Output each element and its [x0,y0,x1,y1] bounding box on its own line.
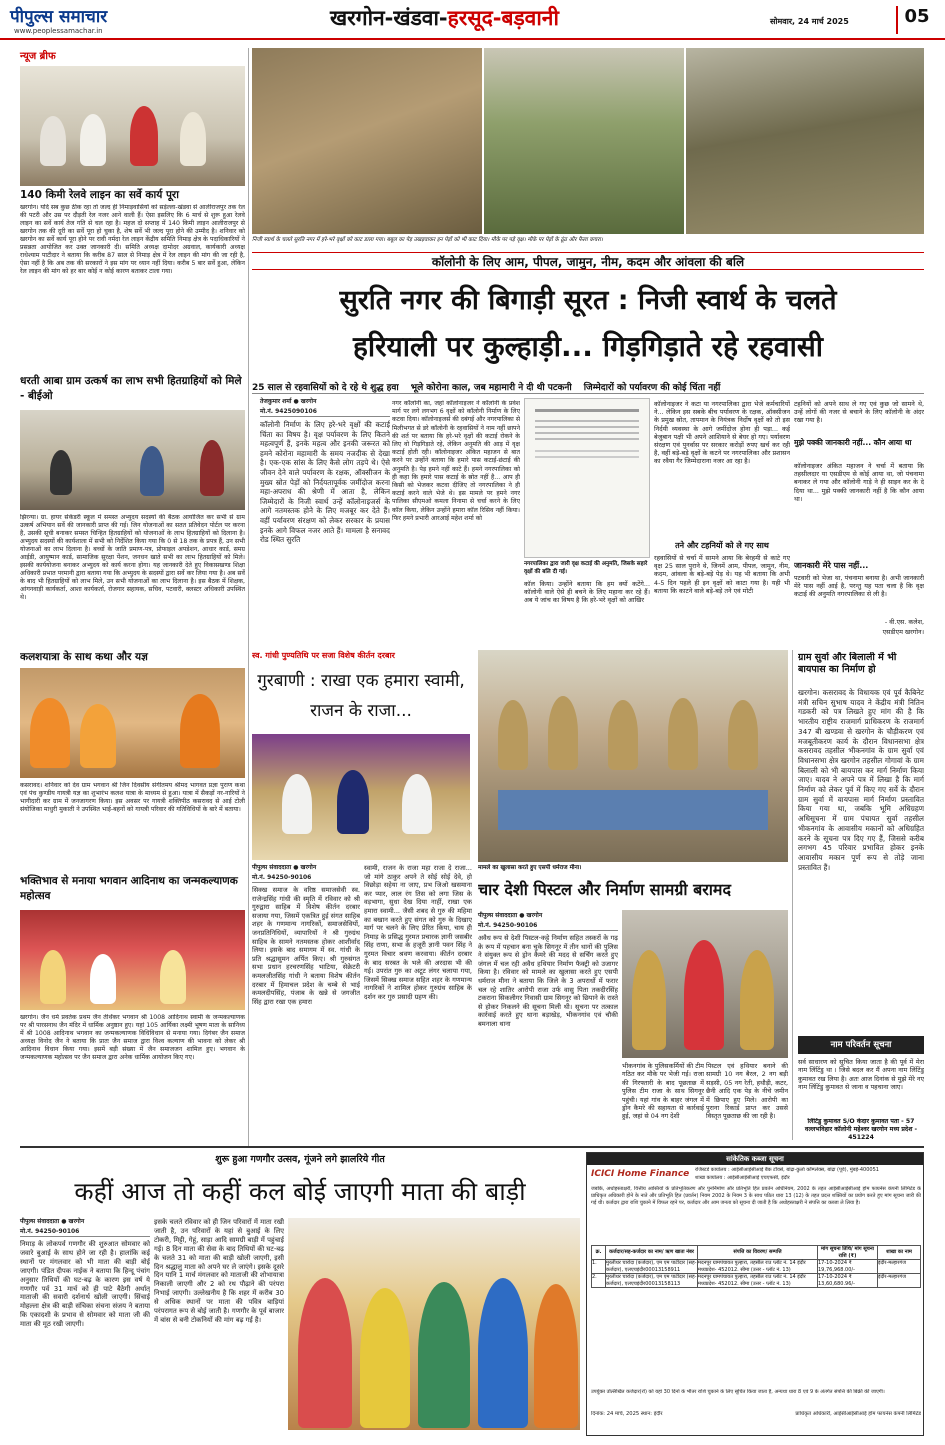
police-byline: पीपुल्स संवाददाता ● खरगोन [478,912,543,919]
gangaur-photo [288,1218,580,1430]
table-row [592,1274,921,1288]
col4-subhead: तने और टहनियों को ले गए साथ [675,541,769,550]
icici-brand: ICICI Home Finance [591,1169,690,1179]
ad-cell: मदनपुर ग्रामपंचायत पुल्हारा, तहसील राउ प्लॉट नं. 14 इंदौर मध्यप्रदेश- 452012. सीमा (उत्तर - प्लॉट नं. 13) [698,1274,818,1288]
ad-cell: मदनपुर ग्रामपंचायत पुल्हारा, तहसील राउ प्लॉट नं. 14 इंदौर मध्यप्रदेश- 452012. सीमा (उत्तर - प्लॉट नं. 13) [698,1260,818,1274]
adinath-body: खरगोन। जैन धर्म प्रवर्तक प्रथम जैन तीर्थंकर भगवान श्री 1008 आदिनाथ स्वामी के जन्मकल्याणक पर श्री पारसनाथ जैन मंदिर में धार्मिक अनुष्ठान हुए। यहां 105 आर्यिका लक्ष्मी भूषण माता के सानिध्य में श्री 1008 आदिनाथ भगवान का जन्मकल्याणक विधिविधान से मनाया गया। दिगंबर जैन समाज अध्यक्ष विनोद जैन ने बताया कि प्रातः जैन समाज द्वारा विश्व कल्याण की भावना को लेकर श्री आदिनाथ विधान किया गया। इसमें बड़ी संख्या में जैन समाजजन शामिल हुए। भगवान के जन्मकल्याणक महोत्सव पर जैन समाज द्वारा अनेक धार्मिक आयोजन किए गए। [20,1014,245,1061]
paper-logo: पीपुल्स समाचार [10,7,108,27]
adinath-photo [20,910,245,1010]
gurbani-kicker: स्व. गांधी पुण्यतिथि पर सजा विशेष कीर्तन दरबार [252,651,395,660]
kirtan-darbar-photo [252,734,470,860]
ad-office: रजिस्टर्ड कार्यालय : आईसीआईसीआई बैंक टॉवर्स, बांद्रा-कुर्ला कॉम्प्लेक्स, बांद्रा (पूर्व), मुंबई-400051 [695,1167,879,1173]
police-photo-caption: मामले का खुलासा करते हुए एसपी धर्मराज मीना। [478,865,582,871]
top-story-col4b: रहवासियों से चर्चा में सामने आया कि बेरहमी से काटे गए वृक्ष 25 साल पुराने थे, जिनमें आम, पीपल, जामुन, नीम, कदम, आंवला के बड़े-बड़े पेड़ थे। यह भी बताया कि अभी 4-5 दिन पहले ही इन वृक्षों को काटा गया है। यही भी बताया कि काटने वाले बड़े-बड़े तने एवं मोटी [654,554,790,595]
gangaur-phone: मो.नं. 94250-90106 [20,1228,150,1237]
rail-survey-body: खरगोन। यदि सब कुछ ठीक रहा तो जल्द ही निमाड़वासियों को सड़ेल्ला-खंडवा से आलीराजपुर तक रेल की पटरी और उस पर दौड़ती रेल नजर आने वाली हैं। ऐसा इसलिए कि 6 मार्च से शुरू हुआ रेलवे लाइन का सर्वे कार्य तेज गति से चल रहा है। महज दो सप्ताह में 140 किमी लाइन आलीराजपुर से खरगोन तक की दूरी का सर्वे पूरा हो चुका है, शेष सर्वे भी जल्द पूरा होने की उम्मीद है। शनिवार को खरगोन का सर्वे कार्य पूरा होने पर रावी नर्मदा रेल लाइन केंद्रीय समिति निमाड़ क्षेत्र के पदाधिकारियों ने प्रसन्नता आयोजित कर उक्त जानकारी दी। समिति अध्यक्ष दामोदर अग्रवाल, कार्यकारी अध्यक्ष राधेश्याम पाटीदार ने बताया कि करीब 87 साल से निमाड़ क्षेत्र में रेल लाइन की मांग की जा रही है, ऐसा नहीं है कि अब तक की सरकारों ने इस मांग पर ध्यान नहीं दिया। करीब 5 बार सर्वे हुआ, लेकिन रेल लाइन की मांग को हर बार कोई न कोई कारण बताकर टाला गया। [20,204,245,275]
col5-subhead: मुझे पक्की जानकारी नहीं... कौन आया था [794,438,912,447]
column-divider [248,48,249,1148]
gurbani-col2: स्वामी, राजन के राजा महा राजा दे राजा... जो मांगे ठाकुर अपने ते सोई सोई देवे, हो विछोड़ा सहेया ना जाए, प्रभ जिओ खसमाना कर प्यार, लाल रंग तिस को लगा जिस के वड़भागा, सुधा देख दिया नाहीं, राखा एक हमारा स्वामी... जैसी शबद से गुरु की महिमा का बखान करते हुए संगत को गुरु के दिखाए मार्ग पर चलने के लिए प्रेरित किया, चाय ही निमाड़ के प्रसिद्ध गुरमत प्रचारक ज्ञानी जसबीर सिंह राणा, सभा के हजूरी ज्ञानी पवन सिंह ने गुरमत विचार श्रवण करवाया। कीर्तन दरबार के बाद सरबत के भले की अरदास भी की गई। उपरांत गुरु का अटूट लंगर चलाया गया, जिसमें सिक्ख समाज सहित शहर के गणमान्य नागरिकों ने शामिल होकर गुरुग्रंथ साहिब के दर्शन कर गुरु प्रसादी ग्रहण की। [364,864,472,1001]
top-story-col4: कॉलोनाइजर ने कटा या नगरपालिका द्वारा भेजे कर्मचारियों ने... लेकिन इस सबके बीच पर्यावरण के रक्षक, ऑक्सीजन के प्रमुख स्रोत, तापमान के नियंत्रक निर्दोष वृक्षों को तो इस निर्दयी व्यवस्था के आगे जमींदोज होना ही पड़ा... कई बेजुबान पक्षी भी अपने आशियाने से बेघर हो गए। पर्यावरण संरक्षण एवं पुनर्वास पर सरकार करोड़ों रुपए खर्च कर रही है, वहीं बड़े-बड़े वृक्षों के कटने पर नगरपालिका और प्रशासन का रवैया गैर जिम्मेदाराना नजर आ रहा है। [654,400,790,466]
ad-cell: मुरलीधर चारोदा (कर्जदार), एम एम पाटीदार (सह-कर्जदार), एलएचइंदौर00013158911 [606,1260,697,1273]
ad-cell: मुरलीधर चारोदा (कर्जदार), एम एम पाटीदार (सह-कर्जदार), एलएचइंदौर00013158113 [606,1274,697,1287]
meeting-photo [20,66,245,186]
gram-utkarsh-headline: धरती आबा ग्राम उत्कर्ष का लाभ सभी हितग्राहियों को मिले - बीईओ [20,375,242,402]
paper-url: www.peoplessamachar.in [14,27,103,35]
police-col3: पिस्टल एवं हथियार बनाने की सामग्री 10 नग बैरल, 2 नग बड़ी सड़सी, 05 नग रेती, हथौड़ी, कटर, छैनी आदि एक पेड़ के नीचे जमीन में छिपाए हुए मिले। आरोपी का पुराना रिकार्ड प्राप्त कर उससे विस्तृत पूछताछ की जा रही है। [706,1062,788,1121]
top-story-col5c: पटवारी को भेजा था, पंचनामा बनाया है। अभी जानकारी मेरे पास नहीं आई है, परन्तु यह पता चला है कि वृक्ष कटाई की अनुमति नगरपालिका से ली है। [794,574,924,599]
ad-sign: प्राधिकृत अधिकारी, आईसीआईसीआई होम फायनेंस कंपनी लिमिटेड [795,1411,921,1417]
table-row [592,1260,921,1274]
top-story-byline: तेजकुमार शर्मा ● खरगोन [260,398,317,405]
ad-col-borrower: कर्जदार/सह-कर्जदार का नाम/ ऋण खाता नंबर [606,1246,698,1260]
top-story-decks [252,380,924,394]
section-title-part2: हरसूद-बड़वानी [447,6,559,30]
document-caption: नगरपालिका द्वारा जारी वृक्ष कटाई की अनुमति, जिसके सहारे वृक्षों की बलि दी गई। [524,561,648,575]
deck-2: भूले कोरोना काल, जब महामारी ने दी थी पटकनी [410,383,572,393]
ad-cell: 2. [592,1274,606,1288]
police-col1: अवैध रूप से देशी पिस्टल-कट्टे निर्माण सहित तस्करों के गढ़ के रूप में पहचान बना चुके सिगनूर में तीन थानों की पुलिस ने संयुक्त रूप से ड्रोन कैमरे की मदद से सर्चिंग करते हुए जंगल में चल रही अवैध हथियार निर्माण फैक्ट्री को उजागर किया है। रविवार को मामले का खुलासा करते हुए एसपी धर्मराज मीना ने बताया कि जिले के 3 अपराधों में फरार चल रहे शातिर आरोपी राजा उर्फ वासु पिता तकदीरसिंह टकराना सिकलीगर निवासी ग्राम सिगनूर को छिपाने के रास्ते से होकर निकलने की सूचना मिली थी। सूचना पर तत्काल कार्रवाई करते हुए थाना बड़ाखेड़, भीकनगांव एवं चौकी बमनाला थाना [478,934,618,1028]
top-story-kicker: कॉलोनी के लिए आम, पीपल, जामुन, नीम, कदम और आंवला की बलि [252,252,924,270]
tree-cutting-photo-2 [484,48,684,234]
masthead [0,0,945,40]
gurbani-col1: सिक्ख समाज के वरिष्ठ समाजसेवी स्व. राजेन्द्रसिंह गांधी की स्मृति में रविवार को श्री गुरुद्वारा साहिब में विशेष कीर्तन दरबार सजाया गया, जिसमें एकत्रित हुई संगत साहिब शहर के गणमान्य नागरिकों, समाजसेवियों, जनप्रतिनिधियों, व्यापारियों ने श्री गुरुग्रंथ साहिब के सामने नतमस्तक होकर आशीर्वाद लिया। इसके बाद समागम में स्व. गांधी के प्रति श्रद्धासुमन अर्पित किए। श्री गुरुसंगत सभा प्रधान हरचरणसिंह भाटिया, सेक्रेटरी कमलजीतसिंह गांधी ने बताया विशेष कीर्तन दरबार में हिमाचल प्रदेश के चम्बे से भाई कमलदीपसिंह, पंजाब के खन्ने से जगजीत सिंह द्वारा रखा एक हमारा [252,886,360,1006]
top-story-col5: टहनियों को अपने साथ ले गए एवं कुछ जो सामने थे, उन्हें लोगों की नजर से बचाने के लिए कॉलोनी के अंदर रखा गया है। [794,400,924,425]
ad-col-sr: क्र. [592,1246,606,1260]
deck-3: जिम्मेदारों को पर्यावरण की कोई चिंता नहीं [583,383,721,393]
deck-1: 25 साल से रहवासियों को दे रहे थे शुद्ध हवा [252,383,399,393]
rail-survey-headline: 140 किमी रेलवे लाइन का सर्वे कार्य पूरा [20,189,179,201]
top-story-headline-2: हरियाली पर कुल्हाड़ी... गिड़गिड़ाते रहे रहवासी [352,330,824,363]
section-title [330,4,710,34]
page-number: 05 [896,6,936,34]
ad-col-branch: शाखा का नाम [878,1246,921,1260]
kalash-yatra-photo [20,668,245,778]
police-col2: भीकनगांव के पुलिसकर्मियों की टीम गठित कर मौके पर भेजी गई। राजा की गिरफ्तारी के बाद पूछताछ में पुलिस टीम राजा के साथ सिगनूर पहुंची। यहां गांव के बाहर जंगल में ड्रोन कैमरे की सहायता से कार्रवाई हुई, जहां से 04 नग देशी [622,1062,704,1121]
gangaur-kicker: शुरू हुआ गणगौर उत्सव, गूंजने लगे झालरिये गीत [215,1154,385,1165]
tree-photo-caption: निजी स्वार्थ के चलते सुरति नगर में हरे-भरे वृक्षों को काट डाला गया। बबूल का पेड़ उखड़वाकर इन पेड़ों को भी काट दिया। मौके पर पड़े वृक्ष। मौके पर पेड़ों के ठूंठ और फैला कचरा। [252,237,603,243]
right-divider [792,650,793,1140]
ad-cell: इंदौर-मल्हारगंज [878,1274,921,1288]
col5-subhead-2: जानकारी मेरे पास नहीं... [794,561,869,570]
name-change-body: सर्व साधारण को सूचित किया जाता है की पूर्व में मेरा नाम लिंटिंडु था । जिसे बदल कर मैं अपना नाम लिंटिंडु कुमावत रख लिया है। अतः आज दिनांक से मुझे मेरे नए नाम लिंटिंडु कुमावत से जाना व पहचाना जाए। [798,1058,924,1092]
accused-photo [622,910,788,1058]
issue-date: सोमवार, 24 मार्च 2025 [770,17,849,26]
gangaur-col2: इसके चलते रविवार को ही जिन परिवारों में माता रखी जाती है, उन परिवारों के यहां से बुआई के लिए टोकरी, मिट्टी, गेहूं, साड़ा आदि सामग्री बाड़ी में पहुंचाई गई। 8 दिन माता की सेवा के बाद तिथियों की घट-बढ़ के चलते 31 को माता की बाड़ी खोली जाएगी, इसी दिन श्रद्धालु माता को अपने घर ले जाएंगे। इसके दूसरे दिन यानि 1 मार्च मंगलवार को माताजी की शोभायात्रा निकाली जाएगी और 2 को रथ पौढ़ाने की परंपरा निभाई जाएगी। उल्लेखनीय है कि शहर में करीब 30 से अधिक स्थानों पर माता की पवित्र बाड़ियां परंपरागत रूप से बोई जाती है। गणगौर के पूर्व बाजार में बांस से बनी टोकनियों की मांग बढ़ गई है। [154,1218,284,1324]
bypass-body: खरगोन। कसरावद के विधायक एवं पूर्व कैबिनेट मंत्री सचिन सुभाष यादव ने केंद्रीय मंत्री नितिन गडकरी को पत्र लिखते हुए मांग की है कि भारतीय राष्ट्रीय राजमार्ग प्राधिकरण के राजमार्ग 347 बी खण्डवा से खरगोन के चौड़ीकरण एवं मजबूतीकरण कार्य के दौरान विधानसभा क्षेत्र कसरावद तहसील भीकनगांव के ग्राम सुर्वा एवं विधानसभा क्षेत्र खरगोन तहसील गोगावां के ग्राम बिलाली को भी बायपास कर मार्ग निर्माण किया जाए। यादव ने अपने पत्र में लिखा है कि मार्ग निर्माण को लेकर पूर्व में किए गए सर्वे के दौरान ग्राम सुर्वा में वायपास मार्ग निर्माण प्रस्तावित किया गया था, जबकि भूमि अधिग्रहण अधिसूचना में ग्राम पंचायत सुर्वा तहसील भीकनगांव के आवासीय मकानों को अधिग्रहित करने के सूचना पत्र दिए गए हैं, जिससे करीब लगभग 45 परिवार प्रभावित होकर इनके आवासीय मकान पूर्ण रूप से तोड़े जाना प्रस्तावित हैं। [798,688,924,872]
gurbani-phone: मो.नं. 94250-90106 [252,874,360,883]
ad-cell: इंदौर-मल्हारगंज [878,1260,921,1274]
ad-footer: उपर्युक्त उल्लिखित कर्जदार(रो) को यहां 30 दिनों के भीतर राशि चुकाने के लिए सूचित किया जाता है, अन्यथा धारा 8 एवं 9 के अंतर्गत संपत्ति की बिक्री की जाएगी। [591,1389,885,1395]
icici-ad [586,1152,924,1436]
gurbani-byline: पीपुल्स संवाददाता ● खरगोन [252,864,317,871]
ad-intro: जबकि, अधोहस्ताक्षरी, वित्तीय आस्तियों के प्रतिभूतिकरण और पुनर्निर्माण और प्रतिभूति हित प्रवर्तन अधिनियम, 2002 के तहत आईसीआईसीआई होम फायनेंस कंपनी लिमिटेड के प्राधिकृत अधिकारी होने के नाते और प्रतिभूति हित (प्रवर्तन) नियम 2002 के नियम 3 के साथ पठित धारा 13 (12) के तहत प्रदत्त शक्तियों का प्रयोग करते हुए मांग सूचना जारी की गई थी। कर्जदार द्वारा राशि चुकाने में विफल रहने पर, कर्जदार और आम जनता को सूचना दी जाती है कि अधोहस्ताक्षरी ने संपत्ति का कब्जा ले लिया है। [591,1186,921,1206]
gangaur-byline: पीपुल्स संवाददाता ● खरगोन [20,1218,85,1225]
top-story-sign-2: एसडीएम खरगोन। [882,628,924,636]
ad-sign-place: दिनांक: 24 मार्च, 2025 स्थान: इंदौर [591,1411,663,1417]
top-story-col5b: कॉलोनाइजर अंकित महाजन ने चर्चा में बताया कि तहसीलदार या एसडीएम से कोई आया था, जो पंचनामा बनाकर ले गया और कॉलोनी गाड़े ने ही साइन कर के दे दिया था... मुझे पक्की जानकारी नहीं है कि कौन आया था। [794,462,924,503]
ad-table [591,1245,921,1288]
ad-cell: 1. [592,1260,606,1274]
police-press-photo [478,650,788,862]
ad-cell: 17-10-2024 ₹ 13,60,680.96/- [818,1274,878,1288]
top-story-col2: नगर कॉलोनी का, जहां कॉलोनाइजर ने कॉलोनी के प्रवेश मार्ग पर लगे लगभग 6 वृक्षों को कॉलोनी निर्माण के लिए कटवा दिया। कॉलोनाइजर्स की दबंगई और नगरपालिका से मिलीभगत से डरे कॉलोनी के रहवासियों ने नाम नहीं छापने की शर्त पर बताया कि हरे-भरे वृक्षों की कटाई रोकने के लिए वो गिड़गिड़ाते रहे, लेकिन अनुमति की आड़ में वृक्ष कटाई होती रही। कॉलोनाइजर अंकित महाजन से बात करने पर उन्होंने बताया कि हमारे पास कटाई-छंटाई की अनुमति है। पेड़ हमने नहीं काटे हैं। हमने नगरपालिका को ही कहा कि हमारे पास कटाई के स्रोत नहीं है... आप ही किसी को भेजकर कटवा दीजिए तो नगरपालिका ने ही कटाई करने वाले भेजे थे। इस मामले पर हमने नगर पालिका सीएमओ कमला निनामा से चर्चा करने के लिए कॉल किया, लेकिन उन्होंने हमारा कॉल रिसिव नहीं किया। फिर हमने प्रभारी आरआई महेश शर्मा को [392,400,520,522]
police-phone: मो.नं. 94250-90106 [478,922,618,931]
name-change-title: नाम परिवर्तन सूचना [798,1036,924,1054]
tree-permission-document [524,398,650,558]
name-change-sign: लिंटिंडु कुमावत S/O केदार कुमावत पता - 57 वल्लभविहार कॉलोनी महेश्वर खरगोन मध्य प्रदेश - 451224 [804,1118,918,1140]
gangaur-headline: कहीं आज तो कहीं कल बोई जाएगी माता की बाड़ी [74,1177,526,1206]
top-story-col1: कॉलोनी निर्माण के लिए हरे-भरे वृक्षों की कटाई चिंता का विषय है। वृक्ष पर्यावरण के लिए कितने महत्वपूर्ण हैं, इनके महत्व और इनकी जरूरत को हमने कोरोना महामारी के समय नजदीक से देखा है। एक-एक सांस के लिए कैसे लोग तड़पे थे। ऐसे जीवन देने वाले पर्यावरण के रक्षक, ऑक्सीजन के मुख्य स्रोत पेड़ों को निर्दयतापूर्वक जमींदोज करना महा-अपराध की श्रेणी में आता है, लेकिन जिम्मेदारों के निजी स्वार्थ उन्हें कॉलोनाइजर्स के आगे नतमस्तक होने के लिए मजबूर कर देते हैं। वहीं पर्यावरण संरक्षण को लेकर सरकार के प्रयास इनके आगे विफल नजर आते हैं। मामला है सनावद रोड स्थित सुरति [260,420,390,545]
kalash-yatra-headline: कलशयात्रा के साथ कथा और यज्ञ [20,651,148,663]
gurbani-headline: गुरबाणी : राखा एक हमारा स्वामी, राजन के राजा... [257,671,465,721]
top-story-phone: मो.नं. 9425090106 [260,408,390,417]
ad-branch: शाखा कार्यालय : आईसीआईसीआई एचएफसी, इंदौर [695,1175,790,1181]
top-story-sign: - वी.एस. कलेश, [884,618,924,626]
news-brief-label: न्यूज ब्रीफ [20,51,56,62]
adinath-headline: भक्तिभाव से मनाया भगवान आदिनाथ का जन्मकल्याणक महोत्सव [20,875,238,902]
top-story-col3: कॉल किया। उन्होंने बताया कि हम क्यों कटेंगे... कॉलोनी वाले ऐसे ही बचने के लिए महाना कर रहे हैं। अब ये जांच का विषय है कि हरे-भरे वृक्षों को आखिर [524,580,650,605]
tree-cutting-photo-1 [252,48,482,234]
bypass-headline: ग्राम सुर्वा और बिलाली में भी बायपास का निर्माण हो [798,652,897,675]
kalash-yatra-body: कसरावद। शनिवार को देव ग्राम भगवान श्री जिन दिवसीय संगीतमय श्रीमद भागवत प्रज्ञा पुराण कथा एवं पंच कुण्डीय गायत्री यज्ञ का शुभारंभ कलश यात्रा के माध्यम से हुआ। यात्रा में सैकड़ों नर-नारियों ने भागीदारी कर ग्राम में जनजागरण किया। इस अवसर पर गायत्री शक्तिपीठ कसरावद से आई टोली संयोजिका माधुरी मुकाती ने उपस्थित भाई-बहनों को गायत्री परिवार की गतिविधियों के बारे में बताया। [20,782,245,813]
section-title-part1: खरगोन-खंडवा- [330,6,448,30]
gangaur-col1: निमाड़ के लोकपर्व गणगौर की शुरुआत सोमवार को जवारे बुआई के साथ होने जा रही है। हालांकि कई स्थानों पर मंगलवार को भी माता की बाड़ी बोई जाएगी। पंडित दीपक नाईक ने बताया कि हिन्दू पंचांग अनुसार तिथियों की घट-बढ़ के कारण इस वर्ष ये गणगौर पर्व 31 मार्च को ही पाटे बैठेगी अर्थात् माताजी की सवारी दर्शनार्थ खोली जाएगी। सिंचाई मोहल्ला क्षेत्र की बाड़ी संचिका संचना संजय ने बताया कि एकादशी के प्रभाव से सोमवार को माता जी की माता की मूठ रखी जाएगी। [20,1240,150,1329]
tree-cutting-photo-3 [686,48,924,234]
gram-utkarsh-body: झिरन्या। ग्रा. हायर सेकेंडरी स्कूल में समस्त अभ्युदय सदस्यों की बैठक आयोजित कर सभी से ग्राम उत्कर्ष अभियान सर्वे की जानकारी प्राप्त की गई। जिन योजनाओं का सतत प्रतिवेदन पोर्टल पर करना है, उसकी सूची बनाकर समस्त चिन्हित हितग्राहियों को योजनाओं के लाभ हितग्राहियों को दिलाना है। अभ्युदय सदस्यों की कार्यशाला में सभी को निर्देशित किया गया कि 0 से 18 तक के प्रपत्र हैं, उन सभी योजनाओं का लाभ दिलाना है। बच्चों के जाति प्रमाण-पत्र, प्रोफाइल अपडेशन, आधार कार्ड, समग्र आईडी, आयुष्मान कार्ड, सामाजिक सुरक्षा पेंशन, जनधन खाते सभी का लाभ हितग्राहियों को मिले। इसकी कार्ययोजना बनाकर अभ्युदय को कार्य करना होगा। यह जानकारी देते हुए विकासखण्ड शिक्षा अधिकारी प्रभात परमानी द्वारा बताया गया कि अभ्युदय के सदस्यों द्वारा सर्वे कर लिया गया है। अब सर्वे के बाद भी हितग्राहियों को लाभ मिले, उन सभी योजनाओं का लाभ दिलाना है। इस बैठक में शिक्षक, आंगनवाड़ी कार्यकर्ता, आशा कार्यकर्ता, रोजगार सहायक, सचिव, पटवारी, क्लस्टर अधिकारी उपस्थित थे। [20,514,245,601]
ad-table-header [592,1246,921,1260]
top-story-headline-1: सुरति नगर की बिगाड़ी सूरत : निजी स्वार्थ के चलते [339,285,837,316]
ad-cell: 17-10-2024 ₹ 19,76,968.00/- [818,1260,878,1274]
police-headline: चार देशी पिस्टल और निर्माण सामग्री बरामद [478,880,731,899]
ad-col-demand: मांग सूचना तिथि/ मांग सूचना राशि (₹) [818,1246,878,1260]
bottom-rule [20,1146,924,1148]
ad-title-bar: सांकेतिक कब्जा सूचना [587,1153,923,1165]
ad-col-property: संपत्ति का विवरण/ सम्पत्ति [698,1246,818,1260]
school-meeting-photo [20,410,245,510]
